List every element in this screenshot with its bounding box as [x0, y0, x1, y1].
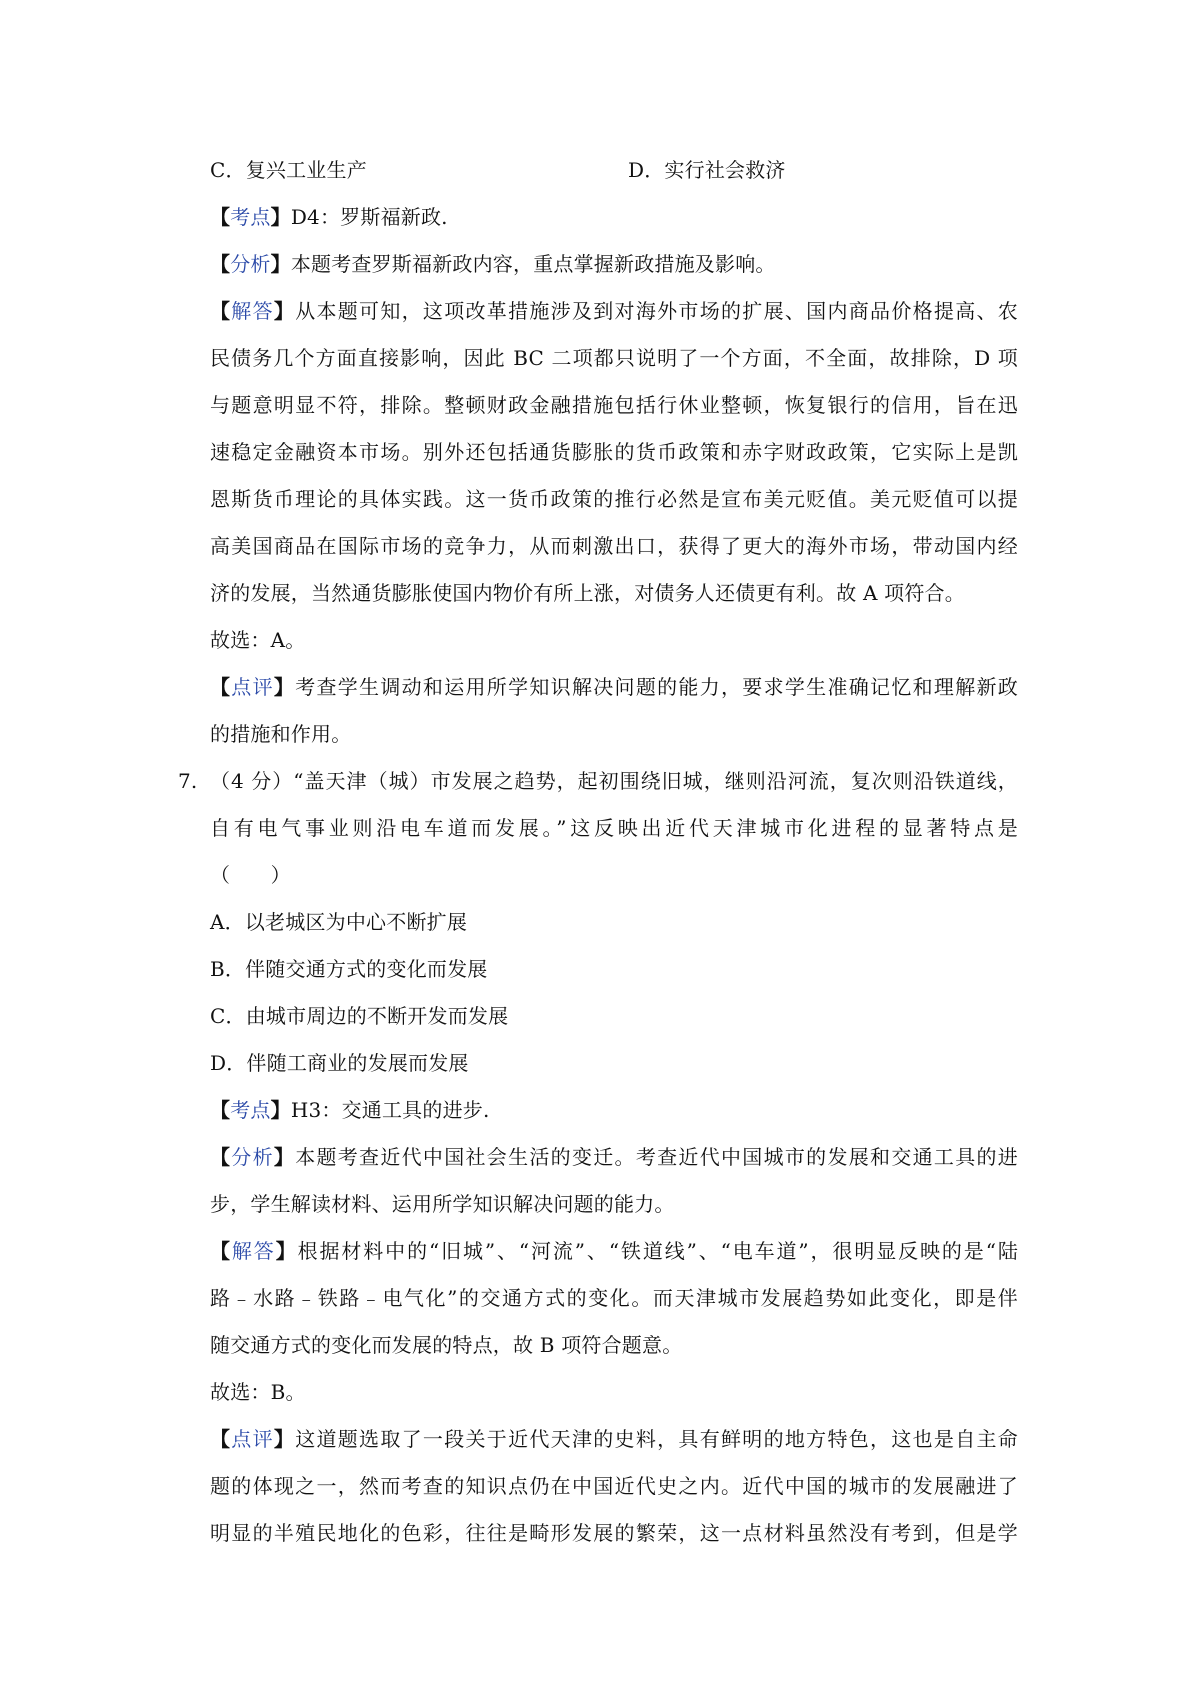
- bracket-open: 【: [210, 1427, 232, 1451]
- q6-kaodian-text: D4：罗斯福新政.: [290, 205, 448, 229]
- q7-kaodian-tag: 考点: [230, 1098, 271, 1122]
- q7-dianping-line-3: 明显的半殖民地化的色彩，往往是畸形发展的繁荣，这一点材料虽然没有考到，但是学: [210, 1521, 1018, 1545]
- bracket-open: 【: [210, 1239, 232, 1263]
- q7-jieda-text: 根据材料中的“旧城”、“河流”、“铁道线”、“电车道”，很明显反映的是“陆: [297, 1239, 1019, 1263]
- q6-kaodian-tag: 考点: [230, 205, 271, 229]
- bracket-close: 】: [273, 1145, 296, 1169]
- q7-dianping-line-2: 题的体现之一，然而考查的知识点仍在中国近代史之内。近代中国的城市的发展融进了: [210, 1474, 1018, 1498]
- bracket-close: 】: [273, 299, 296, 323]
- q7-option-d: D．伴随工商业的发展而发展: [210, 1051, 469, 1075]
- q6-dianping-line-1: [210, 672, 1018, 702]
- q6-option-d: D．实行社会救济: [628, 158, 786, 182]
- q7-option-b: B．伴随交通方式的变化而发展: [210, 957, 488, 981]
- bracket-open: 【: [210, 252, 231, 276]
- q7-fenxi-tag: 分析: [231, 1145, 274, 1169]
- q6-answer: 故选：A。: [210, 628, 306, 652]
- q6-dianping-tag: 点评: [231, 675, 274, 699]
- q6-jieda-line-3: 与题意明显不符，排除。整顿财政金融措施包括行休业整顿，恢复银行的信用，旨在迅: [210, 393, 1018, 417]
- q6-jieda-line-5: 恩斯货币理论的具体实践。这一货币政策的推行必然是宣布美元贬值。美元贬值可以提: [210, 487, 1018, 511]
- q7-dianping-line-1: [210, 1424, 1018, 1454]
- q7-jieda-line-2: 路﹣水路﹣铁路﹣电气化”的交通方式的变化。而天津城市发展趋势如此变化，即是伴: [210, 1286, 1018, 1310]
- bracket-close: 】: [275, 1239, 298, 1263]
- bracket-open: 【: [210, 1098, 231, 1122]
- q7-fenxi-line-1: [210, 1142, 1018, 1172]
- q6-dianping-line-2: 的措施和作用。: [210, 722, 352, 746]
- q7-jieda-line-3: 随交通方式的变化而发展的特点，故 B 项符合题意。: [210, 1333, 683, 1357]
- bracket-close: 】: [273, 1427, 296, 1451]
- q6-jieda-text: 从本题可知，这项改革措施涉及到对海外市场的扩展、国内商品价格提高、农: [295, 299, 1018, 323]
- q6-kaodian: [210, 202, 448, 232]
- bracket-open: 【: [210, 205, 231, 229]
- bracket-close: 】: [270, 1098, 291, 1122]
- q6-jieda-line-1: [210, 296, 1018, 326]
- q6-jieda-line-2: 民债务几个方面直接影响，因此 BC 二项都只说明了一个方面，不全面，故排除，D 项: [210, 346, 1018, 370]
- q6-fenxi-tag: 分析: [230, 252, 271, 276]
- q6-jieda-line-4: 速稳定金融资本市场。别外还包括通货膨胀的货币政策和赤字财政政策，它实际上是凯: [210, 440, 1018, 464]
- q7-fenxi-line-2: 步，学生解读材料、运用所学知识解决问题的能力。: [210, 1192, 675, 1216]
- q7-kaodian: [210, 1095, 490, 1125]
- q6-jieda-line-7: 济的发展，当然通货膨胀使国内物价有所上涨，对债务人还债更有利。故 A 项符合。: [210, 581, 965, 605]
- q7-stem-line-1: （4 分）“盖天津（城）市发展之趋势，起初围绕旧城，继则沿河流，复次则沿铁道线，: [210, 769, 1018, 793]
- q7-dianping-text: 这道题选取了一段关于近代天津的史料，具有鲜明的地方特色，这也是自主命: [295, 1427, 1018, 1451]
- q7-answer: 故选：B。: [210, 1380, 306, 1404]
- q7-stem-line-3: （ ）: [210, 863, 291, 887]
- q7-number: 7.: [178, 769, 198, 793]
- q7-stem-line-2: 自有电气事业则沿电车道而发展。”这反映出近代天津城市化进程的显著特点是: [210, 816, 1018, 840]
- q7-option-a: A．以老城区为中心不断扩展: [210, 910, 468, 934]
- bracket-close: 】: [270, 252, 291, 276]
- q6-jieda-line-6: 高美国商品在国际市场的竞争力，从而刺激出口，获得了更大的海外市场，带动国内经: [210, 534, 1018, 558]
- q7-option-c: C．由城市周边的不断开发而发展: [210, 1004, 509, 1028]
- q7-jieda-line-1: [210, 1236, 1018, 1266]
- bracket-close: 】: [270, 205, 291, 229]
- q7-dianping-tag: 点评: [231, 1427, 274, 1451]
- bracket-open: 【: [210, 1145, 232, 1169]
- bracket-open: 【: [210, 299, 232, 323]
- q7-kaodian-text: H3：交通工具的进步.: [290, 1098, 490, 1122]
- q6-option-c: C．复兴工业生产: [210, 158, 367, 182]
- bracket-open: 【: [210, 675, 232, 699]
- q6-fenxi-text: 本题考查罗斯福新政内容，重点掌握新政措施及影响。: [290, 252, 776, 276]
- q7-fenxi-text: 本题考查近代中国社会生活的变迁。考查近代中国城市的发展和交通工具的进: [295, 1145, 1018, 1169]
- q6-fenxi: [210, 249, 776, 279]
- q6-jieda-tag: 解答: [231, 299, 274, 323]
- q7-jieda-tag: 解答: [231, 1239, 276, 1263]
- q6-dianping-text: 考查学生调动和运用所学知识解决问题的能力，要求学生准确记忆和理解新政: [295, 675, 1018, 699]
- bracket-close: 】: [273, 675, 296, 699]
